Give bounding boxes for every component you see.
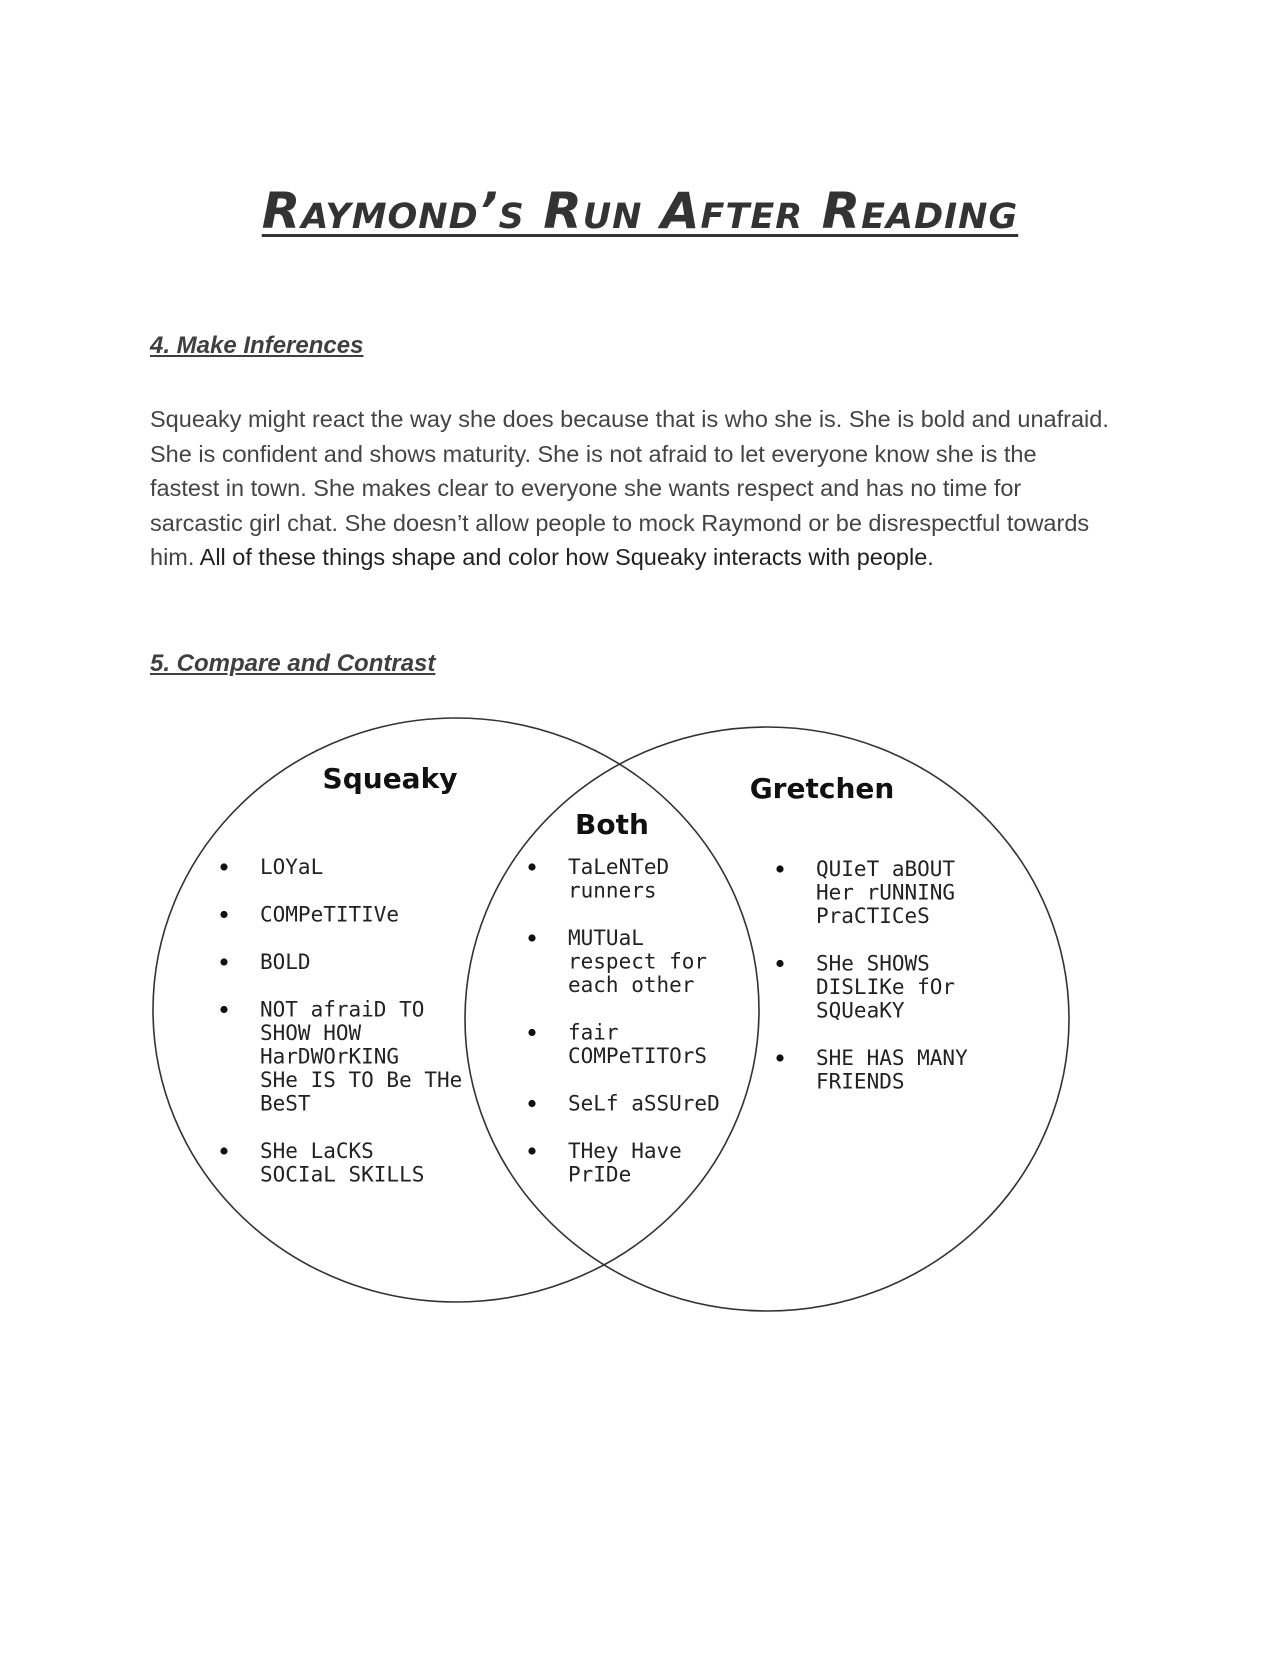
bullet-dot (220, 958, 227, 965)
squeaky-item-line: HarDWOrKING (260, 1044, 400, 1069)
squeaky-item-line: SOCIaL SKILLS (260, 1162, 425, 1187)
squeaky-item (220, 950, 310, 974)
both-item (528, 1139, 681, 1187)
squeaky-item-line: LOYaL (260, 855, 324, 879)
inferences-paragraph (150, 402, 1110, 575)
both-item-line: THey Have (568, 1139, 682, 1163)
squeaky-item-line: NOT afraiD TO (260, 997, 425, 1022)
gretchen-item-line: Her rUNNING (816, 880, 956, 905)
bullet-dot (776, 1054, 783, 1061)
both-item-line: runners (568, 878, 657, 903)
both-item (528, 855, 669, 903)
gretchen-item-line: SHe SHOWS (816, 951, 930, 976)
bullet-dot (528, 1100, 535, 1107)
gretchen-item-line: FRIENDS (816, 1069, 905, 1094)
bullet-dot (528, 934, 535, 941)
venn-items-squeaky (220, 855, 462, 1187)
both-item (528, 1092, 719, 1116)
bullet-dot (528, 863, 535, 870)
both-item-line: SeLf aSSUreD (568, 1091, 720, 1116)
squeaky-item (220, 998, 462, 1116)
venn-label-both: Both (575, 808, 649, 841)
bullet-dot (776, 960, 783, 967)
inferences-paragraph-end: All of these things shape and color how Squeaky interacts with people. (199, 544, 934, 570)
bullet-dot (220, 911, 227, 918)
gretchen-item (776, 1046, 968, 1094)
gretchen-item-line: PraCTICeS (816, 904, 930, 928)
inferences-paragraph-main: Squeaky might react the way she does because that is who she is. She is bold and unafraid. She is confident and shows maturity. She is not afraid to let everyone know she is the fastest in town. She makes clear to everyone she wants respect and has no time for sarcastic girl chat. She doesn’t allow people to mock Raymond or be disrespectful towards him. (150, 406, 1109, 570)
bullet-dot (528, 1029, 535, 1036)
gretchen-item-line: DISLIKe fOr (816, 975, 956, 999)
section-heading-compare-contrast: 5. Compare and Contrast (150, 650, 436, 677)
gretchen-item (776, 952, 955, 1023)
both-item-line: fair (568, 1020, 619, 1045)
both-item (528, 926, 707, 997)
squeaky-item-line: BOLD (260, 950, 311, 974)
gretchen-item-line: SQUeaKY (816, 998, 905, 1023)
squeaky-item (220, 1139, 424, 1187)
both-item-line: TaLeNTeD (568, 855, 670, 879)
both-item-line: respect for (568, 949, 708, 974)
both-item-line: each other (568, 973, 695, 997)
venn-label-squeaky: Squeaky (322, 762, 458, 795)
document-title: Raymond’s Run After Reading (261, 181, 1019, 240)
squeaky-item-line: SHe IS TO Be THe (260, 1068, 463, 1092)
squeaky-item-line: SHOW HOW (260, 1021, 362, 1045)
venn-label-gretchen: Gretchen (749, 772, 895, 805)
venn-items-both (528, 855, 719, 1187)
venn-circle-squeaky (153, 718, 759, 1302)
both-item-line: PrIDe (568, 1162, 632, 1187)
gretchen-item (776, 857, 955, 928)
bullet-dot (220, 1006, 227, 1013)
squeaky-item-line: COMPeTITIVe (260, 902, 400, 927)
squeaky-item-line: BeST (260, 1091, 311, 1116)
gretchen-item-line: SHE HAS MANY (816, 1046, 968, 1070)
both-item-line: MUTUaL (568, 926, 644, 950)
squeaky-item (220, 903, 399, 927)
squeaky-item (220, 855, 323, 879)
squeaky-item-line: SHe LaCKS (260, 1139, 374, 1163)
venn-circle-gretchen (465, 727, 1069, 1311)
venn-items-gretchen (776, 857, 968, 1094)
bullet-dot (220, 1147, 227, 1154)
section-heading-make-inferences: 4. Make Inferences (150, 332, 364, 359)
bullet-dot (776, 865, 783, 872)
both-item-line: COMPeTITOrS (568, 1044, 708, 1068)
bullet-dot (528, 1147, 535, 1154)
bullet-dot (220, 863, 227, 870)
gretchen-item-line: QUIeT aBOUT (816, 857, 956, 881)
both-item (528, 1021, 707, 1069)
